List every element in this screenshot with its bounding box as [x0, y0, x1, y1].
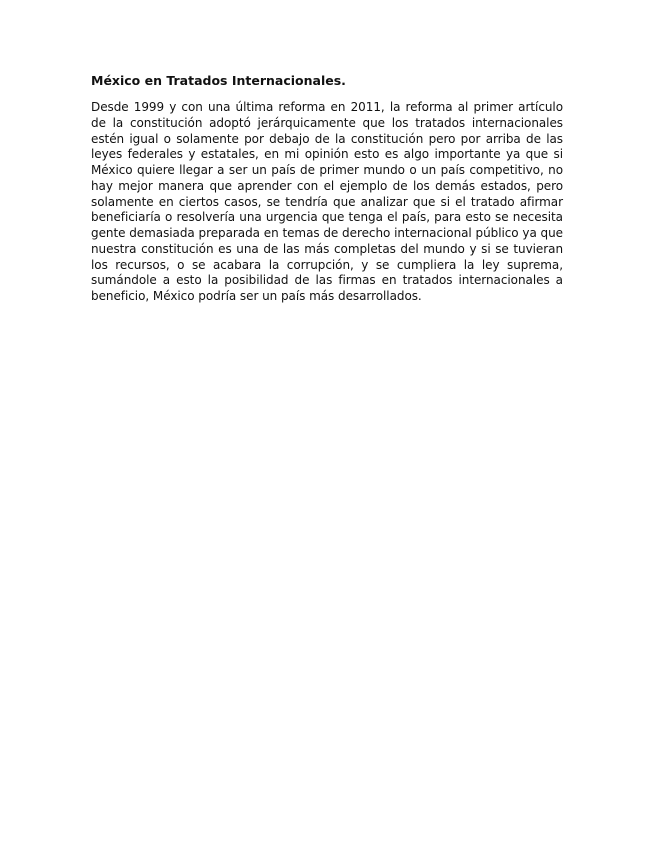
document-paragraph: Desde 1999 y con una última reforma en 2011, la reforma al primer artículo de la constitución adoptó jerárquicamente que los tratados internacionales estén igual o solamente por debajo de la constitución pero por arriba de las leyes federales y estatales, en mi opinión esto es algo importante ya que si México quiere llegar a ser un país de primer mundo o un país competitivo, no hay mejor manera que aprender con el ejemplo de los demás estados, pero solamente en ciertos casos, se tendría que analizar que si el tratado afirmar beneficiaría o resolvería una urgencia que tenga el país, para esto se necesita gente demasiada preparada en temas de derecho internacional público ya que nuestra constitución es una de las más completas del mundo y si se tuvieran los recursos, o se acabara la corrupción, y se cumpliera la ley suprema, sumándole a esto la posibilidad de las firmas en tratados internacionales a beneficio, México podría ser un país más desarrollados. [91, 100, 563, 303]
document-title: México en Tratados Internacionales. [91, 73, 346, 88]
document-content [91, 72, 563, 305]
